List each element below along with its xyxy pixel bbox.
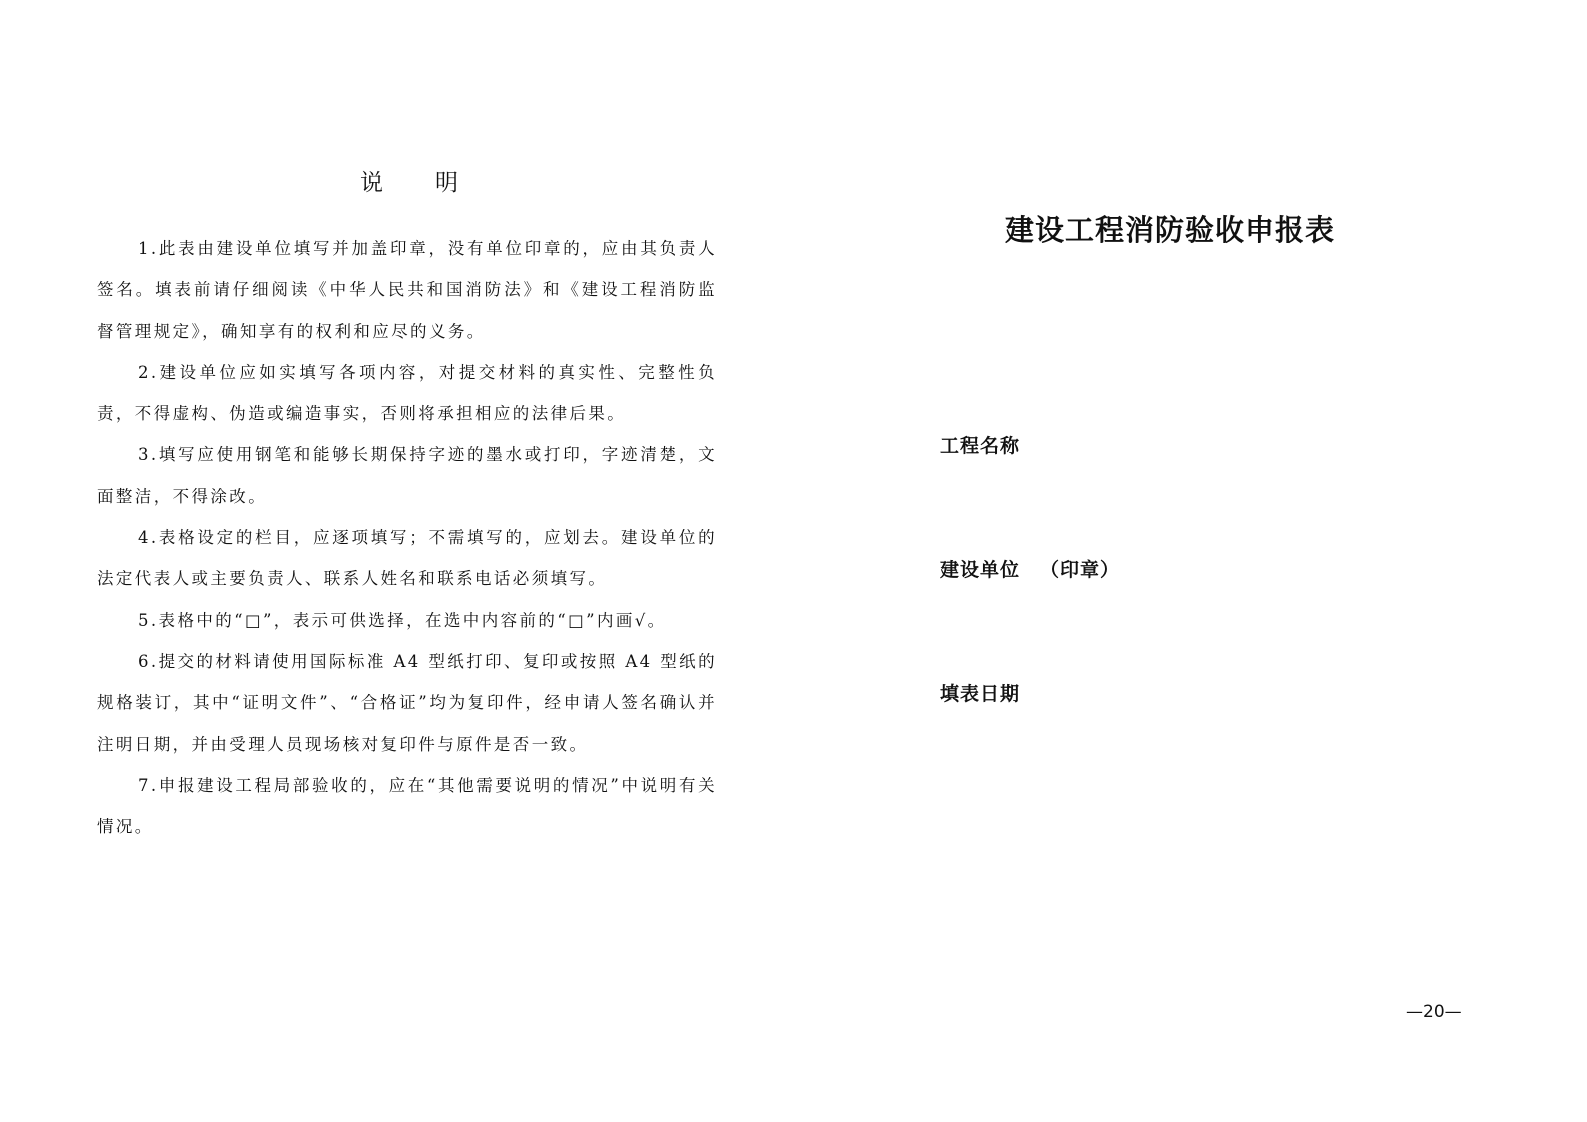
cover-page — [800, 0, 1587, 1122]
instruction-item: 2.建设单位应如实填写各项内容，对提交材料的真实性、完整性负责，不得虚构、伪造或编造事实，否则将承担相应的法律后果。 — [97, 362, 717, 424]
instruction-item: 5.表格中的“□”，表示可供选择，在选中内容前的“□”内画√。 — [138, 610, 667, 630]
instruction-item: 1.此表由建设单位填写并加盖印章，没有单位印章的，应由其负责人签名。填表前请仔细阅读《中华人民共和国消防法》和《建设工程消防监督管理规定》，确知享有的权利和应尽的义务。 — [97, 239, 717, 341]
project-name-label: 工程名称 — [940, 435, 1021, 457]
instruction-item: 3.填写应使用钢笔和能够长期保持字迹的墨水或打印，字迹清楚，文面整洁，不得涂改。 — [97, 445, 717, 506]
construction-unit-label: 建设单位 — [940, 559, 1021, 581]
construction-unit-field — [940, 555, 1120, 582]
instruction-item: 6.提交的材料请使用国际标准 A4 型纸打印、复印或按照 A4 型纸的规格装订，其中“证明文件”、“合格证”均为复印件，经申请人签名确认并注明日期，并由受理人员现场核对复印件与原件是否一致。 — [97, 651, 717, 754]
instructions-list — [97, 228, 717, 847]
form-title: 建设工程消防验收申报表 — [1005, 213, 1336, 247]
instruction-item: 7.申报建设工程局部验收的，应在“其他需要说明的情况”中说明有关情况。 — [97, 775, 717, 837]
instructions-title: 说明 — [360, 170, 510, 196]
fill-date-field — [940, 679, 1020, 706]
page-number: —20— — [1406, 1002, 1462, 1022]
project-name-field — [940, 431, 1020, 458]
instruction-item: 4.表格设定的栏目，应逐项填写；不需填写的，应划去。建设单位的法定代表人或主要负责人、联系人姓名和联系电话必须填写。 — [97, 528, 717, 589]
seal-note: （印章） — [1040, 559, 1121, 581]
fill-date-label: 填表日期 — [940, 683, 1021, 705]
